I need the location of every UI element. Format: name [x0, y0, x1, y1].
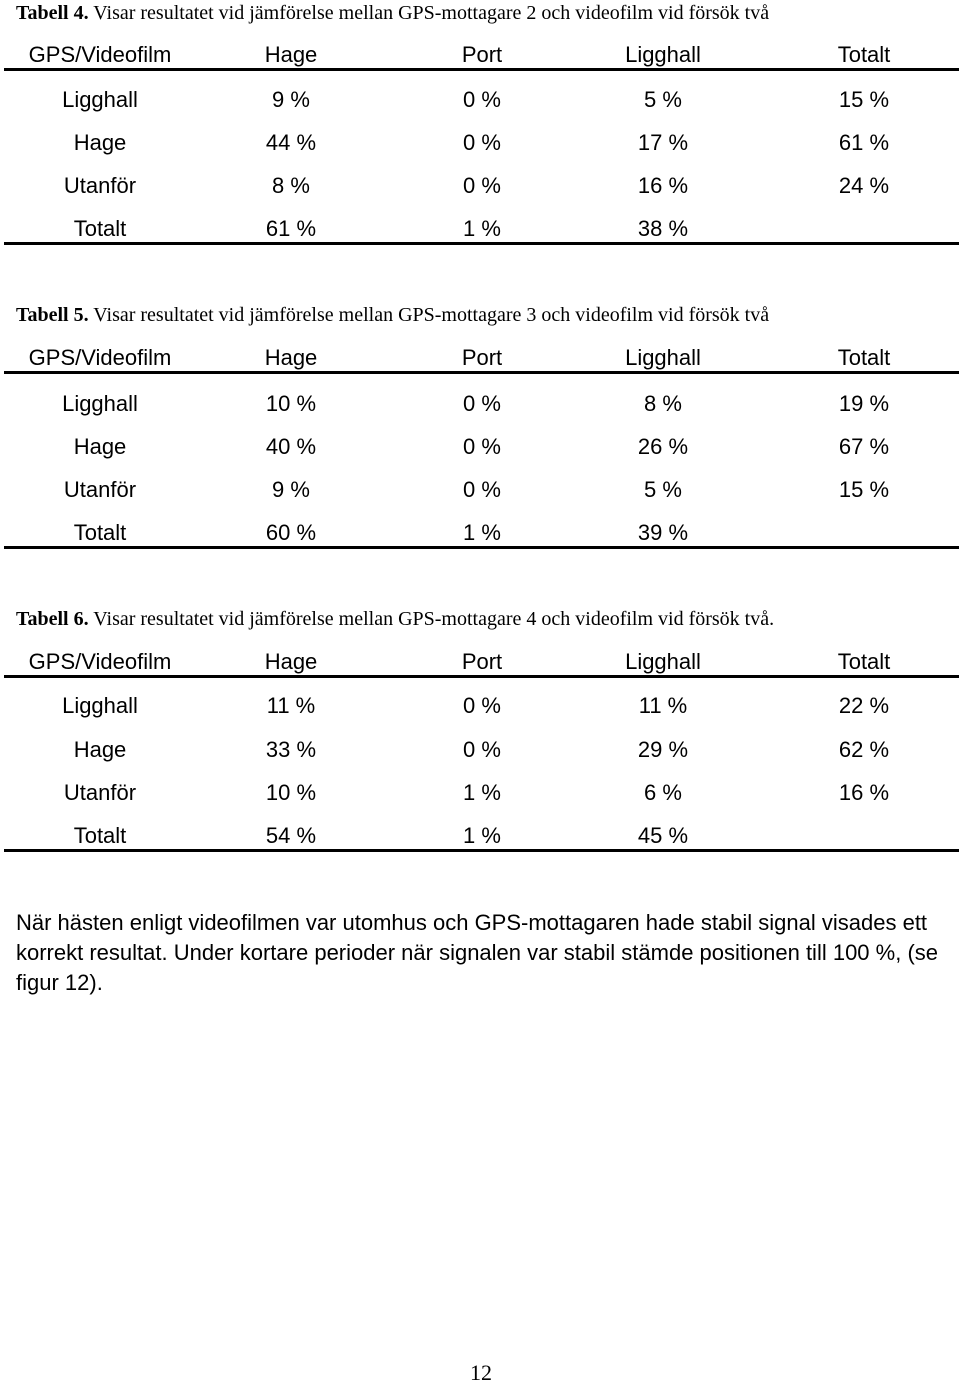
table-row — [0, 216, 960, 256]
table-cell: 24 % — [838, 173, 890, 198]
table-row — [0, 477, 960, 517]
table-row — [0, 737, 960, 777]
table-header-row — [0, 42, 960, 82]
table-cell: 0 % — [463, 737, 501, 762]
table-cell: 11 % — [638, 693, 688, 718]
table-bottom-rule — [4, 849, 959, 852]
table-cell: 62 % — [838, 737, 890, 762]
table-row — [0, 87, 960, 127]
table-cell: 9 % — [272, 87, 310, 112]
table-row — [0, 391, 960, 431]
table-cell: 16 % — [637, 173, 689, 198]
table-cell: 0 % — [463, 434, 501, 459]
table-cell: 26 % — [637, 434, 689, 459]
header-cell: Port — [461, 345, 503, 370]
table-cell: Utanför — [63, 780, 137, 805]
table-caption — [16, 2, 769, 25]
table-caption-text: Visar resultatet vid jämförelse mellan GPS-mottagare 4 och videofilm vid försök två. — [93, 608, 775, 630]
table-cell: Hage — [73, 737, 127, 762]
table-cell: Ligghall — [62, 391, 138, 416]
table-cell: Totalt — [73, 520, 127, 545]
table-cell: 5 % — [644, 477, 682, 502]
table-cell: Utanför — [63, 173, 137, 198]
header-cell: Totalt — [837, 345, 891, 370]
table-cell: Hage — [73, 434, 127, 459]
table-cell: 39 % — [637, 520, 689, 545]
table-cell: 0 % — [463, 173, 501, 198]
header-cell: GPS/Videofilm — [28, 345, 172, 370]
table-label: Tabell 4. — [16, 2, 89, 24]
table-header-row — [0, 345, 960, 385]
table-cell: 0 % — [463, 87, 501, 112]
header-cell: Ligghall — [625, 345, 701, 370]
table-cell: 61 % — [838, 130, 890, 155]
table-cell: 1 % — [463, 780, 501, 805]
table-caption — [16, 304, 769, 327]
table-cell: 38 % — [637, 216, 689, 241]
header-cell: GPS/Videofilm — [28, 42, 172, 67]
table-cell: 44 % — [265, 130, 317, 155]
header-cell: Totalt — [837, 649, 891, 674]
table-cell: 8 % — [272, 173, 310, 198]
table-caption-text: Visar resultatet vid jämförelse mellan GPS-mottagare 3 och videofilm vid försök två — [93, 304, 770, 326]
table-cell: Ligghall — [62, 693, 138, 718]
table-cell: 61 % — [265, 216, 317, 241]
table-cell: Utanför — [63, 477, 137, 502]
table-cell: 0 % — [463, 693, 501, 718]
table-cell: 17 % — [637, 130, 689, 155]
header-cell: Totalt — [837, 42, 891, 67]
table-cell: 1 % — [463, 823, 501, 848]
header-cell: Hage — [264, 649, 318, 674]
table-bottom-rule — [4, 546, 959, 549]
header-cell: Port — [461, 649, 503, 674]
table-cell: 40 % — [265, 434, 317, 459]
header-cell: GPS/Videofilm — [28, 649, 172, 674]
table-cell: 29 % — [637, 737, 689, 762]
table-cell: 19 % — [838, 391, 890, 416]
table-cell: Totalt — [73, 216, 127, 241]
table-cell: 0 % — [463, 130, 501, 155]
table-row — [0, 434, 960, 474]
table-label: Tabell 5. — [16, 304, 89, 326]
header-cell: Hage — [264, 345, 318, 370]
table-cell: Ligghall — [62, 87, 138, 112]
table-cell: 6 % — [644, 780, 682, 805]
table-cell: Hage — [73, 130, 127, 155]
table-cell: 15 % — [838, 477, 890, 502]
table-caption — [16, 608, 774, 631]
table-cell: 0 % — [463, 477, 501, 502]
table-header-rule — [4, 68, 959, 71]
table-cell: 1 % — [463, 216, 501, 241]
table-cell: 45 % — [637, 823, 689, 848]
table-cell: 1 % — [463, 520, 501, 545]
table-label: Tabell 6. — [16, 608, 89, 630]
table-bottom-rule — [4, 242, 959, 245]
table-cell: 11 % — [266, 693, 316, 718]
table-row — [0, 520, 960, 560]
table-row — [0, 130, 960, 170]
header-cell: Ligghall — [625, 42, 701, 67]
body-paragraph: När hästen enligt videofilmen var utomhus och GPS-mottagaren hade stabil signal visades ett korrekt resultat. Under kortare perioder när signalen var stabil stämde positionen till 100 %, (se figur 12). — [16, 910, 939, 995]
table-cell: 10 % — [265, 391, 317, 416]
table-cell: 67 % — [838, 434, 890, 459]
table-header-rule — [4, 371, 959, 374]
table-row — [0, 780, 960, 820]
header-cell: Ligghall — [625, 649, 701, 674]
table-caption-text: Visar resultatet vid jämförelse mellan GPS-mottagare 2 och videofilm vid försök två — [93, 2, 770, 24]
table-row — [0, 173, 960, 213]
table-cell: 15 % — [838, 87, 890, 112]
table-cell: 33 % — [265, 737, 317, 762]
table-cell: 8 % — [644, 391, 682, 416]
table-row — [0, 693, 960, 733]
table-cell: 16 % — [838, 780, 890, 805]
header-cell: Port — [461, 42, 503, 67]
table-header-row — [0, 649, 960, 689]
table-cell: 60 % — [265, 520, 317, 545]
table-cell: 22 % — [838, 693, 890, 718]
table-row — [0, 823, 960, 863]
table-cell: 10 % — [265, 780, 317, 805]
table-cell: 0 % — [463, 391, 501, 416]
table-cell: 9 % — [272, 477, 310, 502]
page-number: 12 — [470, 1360, 492, 1385]
table-header-rule — [4, 675, 959, 678]
header-cell: Hage — [264, 42, 318, 67]
table-cell: Totalt — [73, 823, 127, 848]
table-cell: 54 % — [265, 823, 317, 848]
table-cell: 5 % — [644, 87, 682, 112]
